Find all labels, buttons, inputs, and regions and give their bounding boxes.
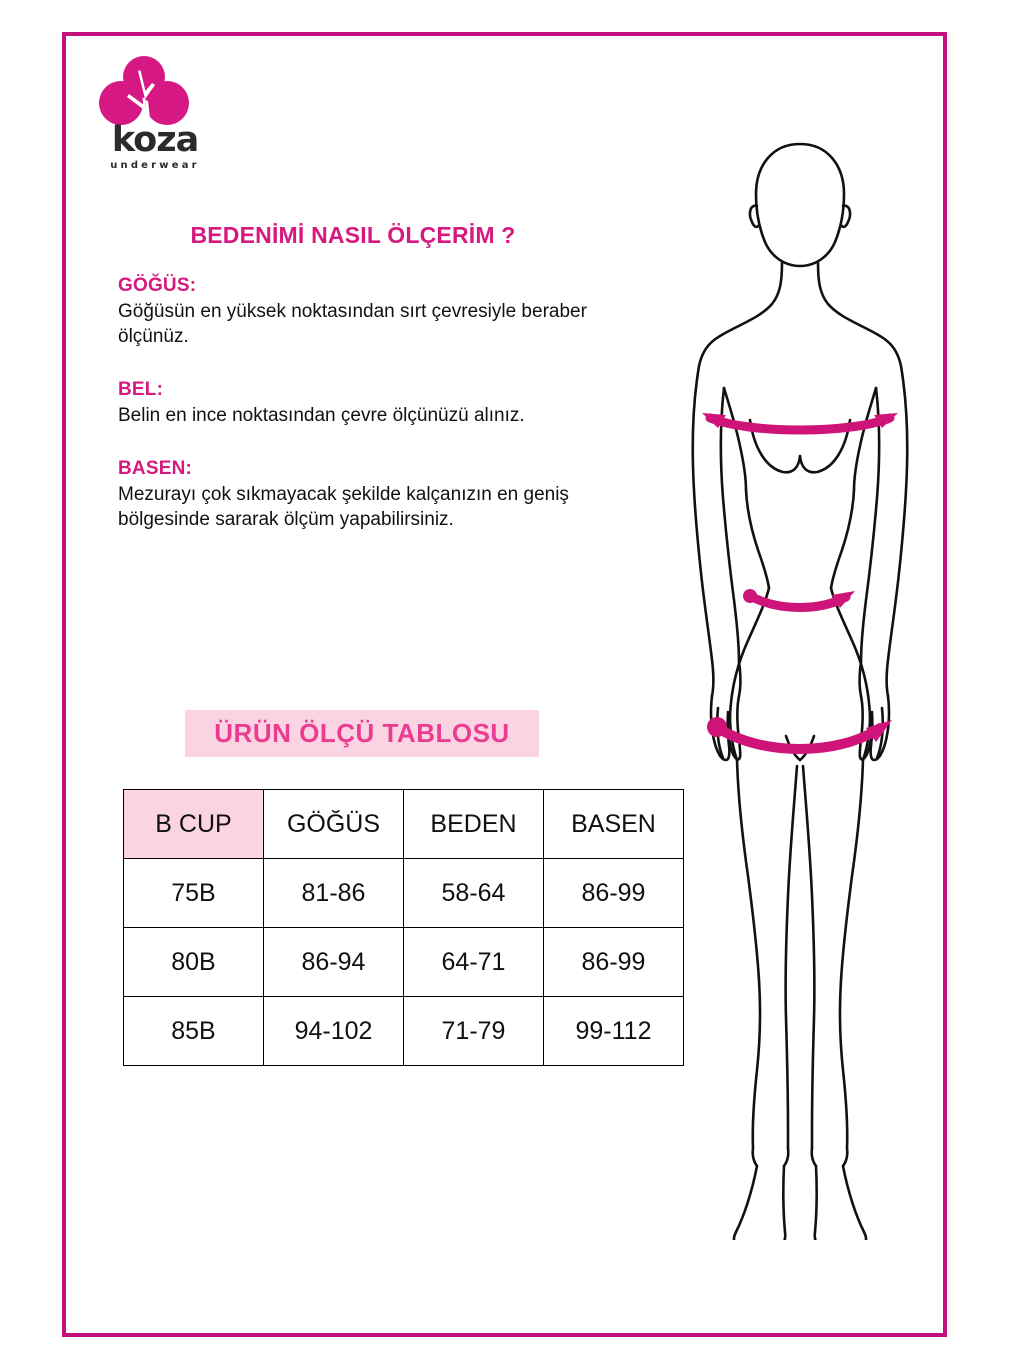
hip-measure-arrow bbox=[707, 717, 892, 749]
left-waist-line bbox=[746, 490, 769, 588]
female-body-figure bbox=[640, 130, 960, 1240]
brand-name: koza bbox=[111, 120, 199, 160]
table-header-basen: BASEN bbox=[544, 790, 684, 859]
cell-size: 80B bbox=[124, 928, 264, 997]
table-row bbox=[124, 859, 684, 928]
right-waist-line bbox=[831, 490, 854, 588]
size-table-banner-label: ÜRÜN ÖLÇÜ TABLOSU bbox=[214, 718, 510, 748]
right-ankle-inner bbox=[812, 1148, 816, 1166]
right-foot bbox=[815, 1166, 866, 1240]
table-row bbox=[124, 928, 684, 997]
cell-size: 85B bbox=[124, 997, 264, 1066]
table-header-beden: BEDEN bbox=[404, 790, 544, 859]
table-header-cup: B CUP bbox=[124, 790, 264, 859]
right-leg-inner bbox=[803, 766, 814, 1148]
left-foot bbox=[734, 1166, 785, 1240]
table-header-gogus: GÖĞÜS bbox=[264, 790, 404, 859]
table-row bbox=[124, 997, 684, 1066]
cell-gogus: 81-86 bbox=[264, 859, 404, 928]
left-leg-outer bbox=[737, 760, 760, 1148]
cell-gogus: 94-102 bbox=[264, 997, 404, 1066]
cell-beden: 71-79 bbox=[404, 997, 544, 1066]
brand-tagline: underwear bbox=[110, 160, 200, 171]
cell-basen: 99-112 bbox=[544, 997, 684, 1066]
cell-gogus: 86-94 bbox=[264, 928, 404, 997]
left-leg-inner bbox=[786, 766, 797, 1148]
waist-measure-arrow bbox=[743, 589, 855, 608]
measure-label-gogus: GÖĞÜS: bbox=[118, 275, 197, 296]
page-title: BEDENİMİ NASIL ÖLÇERİM ? bbox=[190, 222, 516, 248]
measure-label-bel: BEL: bbox=[118, 379, 164, 400]
measure-text-basen: Mezurayı çok sıkmayacak şekilde kalçanızın en geniş bölgesinde sararak ölçüm yapabilirsiniz. bbox=[118, 484, 569, 530]
left-ankle-outer bbox=[753, 1148, 757, 1166]
cell-basen: 86-99 bbox=[544, 928, 684, 997]
measure-text-gogus: Göğüsün en yüksek noktasından sırt çevresiyle beraber ölçünüz. bbox=[118, 301, 587, 347]
brand-logo bbox=[90, 55, 290, 170]
left-ribcage bbox=[724, 388, 746, 490]
size-table bbox=[123, 789, 684, 1066]
right-ankle-outer bbox=[843, 1148, 847, 1166]
size-table-banner bbox=[185, 710, 539, 757]
brand-wordmark bbox=[90, 120, 220, 172]
measurement-guide bbox=[118, 222, 618, 562]
measure-text-bel: Belin en ince noktasından çevre ölçünüzü alınız. bbox=[118, 405, 525, 426]
table-header-row bbox=[124, 790, 684, 859]
cell-basen: 86-99 bbox=[544, 859, 684, 928]
head-outline bbox=[756, 144, 844, 266]
cell-beden: 58-64 bbox=[404, 859, 544, 928]
cell-size: 75B bbox=[124, 859, 264, 928]
left-neck-shoulder bbox=[699, 263, 782, 366]
koza-cocoon-logo-icon bbox=[98, 55, 190, 127]
cell-beden: 64-71 bbox=[404, 928, 544, 997]
left-ankle-inner bbox=[784, 1148, 788, 1166]
measure-group-gogus bbox=[118, 275, 618, 349]
right-neck-shoulder bbox=[818, 263, 901, 366]
measure-group-basen bbox=[118, 458, 618, 532]
measure-group-bel bbox=[118, 379, 618, 428]
measure-label-basen: BASEN: bbox=[118, 458, 193, 479]
right-leg-outer bbox=[840, 760, 863, 1148]
right-ribcage bbox=[854, 388, 876, 490]
